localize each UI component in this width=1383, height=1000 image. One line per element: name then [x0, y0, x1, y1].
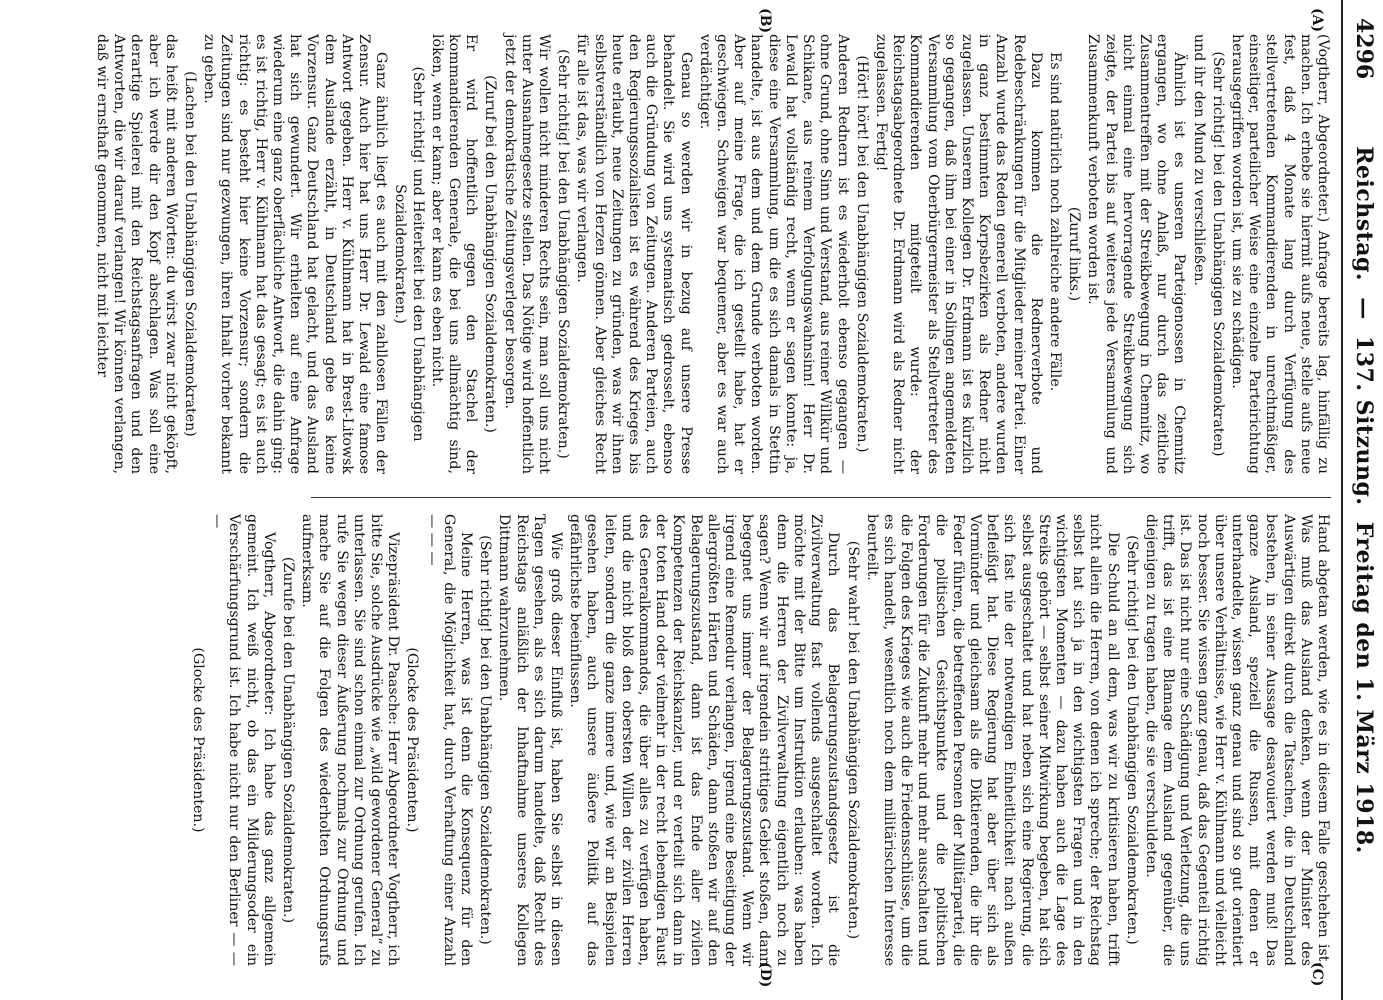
header-session: 137. Sitzung. — [1351, 335, 1377, 506]
paragraph: das heißt mit anderen Worten: du wirst zwar nicht geköpft, aber ich werde dir den Kopf abschlagen. Was soll eine derartige Spielerei mit den Reichstagsanfragen und den Antworten, die wir darauf verlangen! Wir können verlangen, daß wir ernsthaft genommen, nicht mit leichter — [93, 34, 179, 474]
paragraph: Dazu kommen die Rednerverbote und Redebeschränkungen für die Mitglieder meiner Partei. Einer Anzahl wurde das Reden generell verboten, andere wurden in ganz bestimmten Korpsbezirken als Redner nicht zugelassen. Unserem Kollegen Dr. Erdmann ist es kürzlich so gegangen, daß ihm bei einer in Solingen angemeldeten Versammlung vom Oberbürgermeister als Stellvertreter des Kommandierenden mitgeteilt wurde: der Reichstagsabgeordnete Dr. Erdmann wird als Redner nicht zugelassen. Fertig! — [872, 34, 1044, 474]
interjection: (Sehr richtig! bei den Unabhängigen Sozialdemokraten.) — [1123, 535, 1140, 945]
right-column — [190, 514, 1331, 966]
paragraph: Meine Herren, was ist denn die Konsequenz für den General, die Möglichkeit hat, durch Verhaftung einer Anzahl — — — — [423, 514, 475, 966]
interjection: (Sehr richtig! bei den Unabhängigen Sozialdemokraten.) — [555, 49, 572, 459]
margin-marker-c: (C) — [1309, 962, 1325, 987]
interjection: (Glocke des Präsidenten.) — [404, 647, 421, 833]
page-header — [1341, 0, 1383, 1000]
paragraph: Er wird hoffentlich gegen den Stachel der kommandierenden Generale, die bei uns allmächtig sind, löken, wenn er kann; aber er kann es eben nicht. — [428, 34, 480, 474]
paragraph: Vizepräsident Dr. Paasche: Herr Abgeordneter Vogtherr, ich bitte Sie, solche Ausdrücke wie „wild gewordener General“ zu unterlassen. Sie sind schon einmal zur Ordnung gerufen. Ich rufe Sie wegen dieser Äußerung nochmals zur Ordnung und mache Sie auf die Folgen des wiederholten Ordnungsrufs aufmerksam. — [299, 514, 402, 966]
interjection: (Zuruf links.) — [1066, 206, 1083, 302]
paragraph: (Vogtherr, Abgeordneter.) Anfrage bereits lag, hinfällig zu machen. Ich erhebe sie hiermit aufs neue, stelle aufs neue fest, daß 4 Monate lang durch Verfügung des stellvertretenden Kommandierenden in unrechtmäßiger, einseitiger, parteilicher Weise eine einzelne Parteirichtung herausgegriffen worden ist, um sie zu schädigen. — [1228, 34, 1331, 474]
paragraph: Wir wollen nicht minderen Rechts sein, man soll uns nicht unter Ausnahmegesetze stellen. Das Nötige wird hoffentlich jetzt der demokratische Zeitungsverleger besorgen. — [501, 34, 553, 474]
paragraph: Durch das Belagerungszustandsgesetz ist die Zivilverwaltung fast vollends ausgeschaltet worden. Ich möchte mit der Bitte um Instruktion erlauben: was haben denn die Herren der Zivilverwaltung eigentlich noch zu sagen? Wenn wir auf irgendein strittiges Gebiet stoßen, dann begegnet uns immer der Belagerungszustand. Wenn wir irgend eine Remedur verlangen, irgend eine Beseitigung der allergrößten Härten und Schäden, dann stoßen wir auf den Belagerungszustand, dann ist das Ende aller zivilen Kompetenzen der Reichskanzler, und er verteilt sich dann in der toten Hand oder vielmehr in der recht lebendigen Faust des Generalkommandos, die über alles zu verfügen haben, und die nicht bloß den obersten Willen der zivilen Herren leiten, sondern die ganze innere und, wie wir an Beispielen gesehen haben, auch unsere äußere Politik auf das gefährlichste beeinflussen. — [567, 514, 842, 966]
header-dash: — — [1351, 297, 1377, 320]
header-left-title: Reichstag. — [1351, 146, 1377, 282]
column-divider — [311, 497, 1331, 498]
paragraph: Ganz ähnlich liegt es auch mit den zahllosen Fällen der Zensur. Auch hier hat uns Herr Dr. Lewald eine famose Antwort gegeben. Herr v. Kühlmann hat in Brest-Litowsk dem Auslande erzählt, in Deutschland gebe es keine Vorzensur. Ganz Deutschland hat gelacht, und das Ausland hat sich gewundert. Wir erhielten auf eine Anfrage wiederum eine ganz oberflächliche Antwort, die dahin ging: es ist richtig, Herr v. Kühlmann hat das gesagt; es ist auch richtig: es besteht hier keine Vorzensur; sondern die Zeitungen sind nur gezwungen, ihren Inhalt vorher bekannt zu geben. — [201, 34, 390, 474]
interjection: (Zuruf bei den Unabhängigen Sozialdemokraten.) — [482, 75, 499, 433]
margin-marker-d: (D) — [757, 962, 773, 988]
interjection: (Sehr richtig! und Heiterkeit bei den Unabhängigen Sozialdemokraten.) — [392, 66, 426, 442]
margin-marker-a: (A) — [1309, 8, 1325, 33]
paragraph: Genau so werden wir in bezug auf unsere Presse behandelt. Sie wird uns systematisch gedrosselt, ebenso auch die Gründung von Zeitungen. Anderen Parteien, auch den Regierungssozialisten ist es während des Krieges bis heute erlaubt, neue Zeitungen zu gründen, was wir ihnen selbstverständlich von Herzen gönnen. Aber gleiches Recht für alle ist das, was wir verlangen. — [574, 34, 694, 474]
interjection: (Sehr richtig! bei den Unabhängigen Sozialdemokraten.) — [477, 535, 494, 945]
paragraph: Hand abgetan werden, wie es in diesem Falle geschehen ist. Was muß das Ausland denken, wenn der Minister des Auswärtigen direkt durch die Tatsachen, die in Deutschland bestehen, in seiner Aussage desavouiert werden muß! Das ganze Ausland, speziell die Russen, mit denen er unterhandelte, wissen ganz genau und sind so gut orientiert über unsere Verhältnisse, wie Herr v. Kühlmann und vielleicht noch besser. Sie wissen ganz genau, daß das Gegenteil richtig ist. Das ist nicht nur eine Schädigung und Verletzung, die uns trifft, das ist eine Blamage dem Ausland gegenüber, die diejenigen zu tragen haben, die sie verschuldeten. — [1142, 514, 1331, 966]
paragraph: Anderen Rednern ist es wiederholt ebenso gegangen — ohne Grund, ohne Sinn und Verstand, aus reiner Willkür und Schikane, aus reinem Verfolgungswahnsinn! Herr Dr. Lewald hat vollständig recht, wenn er sagen konnte: ja, diese eine Versammlung, um die es sich damals in Stettin handelte, ist aus dem und dem Grunde verboten worden. Aber auf meine Frage, die ich gestellt habe, hat er geschwiegen. Schweigen war bequemer, aber es war auch verdächtiger. — [696, 34, 851, 474]
paragraph: und ihr den Mund zu verschließen. — [1190, 34, 1207, 287]
paragraph: Die Schuld an all dem, was wir zu kritisieren haben, trifft nicht allein die Herren, von denen ich spreche; der Reichstag selbst hat sich ja in den wichtigsten Fragen und in den wichtigsten Momenten — dazu haben auch die Lage des Streiks gehört — selbst seiner Mitwirkung begeben, hat sich selbst ausgeschaltet und hat neben sich eine Regierung, die sich fast nie der notwendigen Einheitlichkeit nach außen befleißigt hat. Diese Regierung hat aber über sich als Vormünder und gleichsam als die Diktierenden, die ihr die Feder führen, die betreffenden Personen der Militärpartei, die die politischen Gesichtspunkte und die politischen Forderungen für die Zukunft mehr und mehr ausschalten und die Folgen des Krieges wie auch die Friedensschlüsse, um die es sich handelt, wesentlich noch dem militärischen Interesse beurteilt. — [863, 514, 1121, 966]
paragraph: Es sind natürlich noch zahlreiche andere Fälle. — [1046, 52, 1063, 392]
interjection: (Sehr wahr! bei den Unabhängigen Sozialdemokraten.) — [844, 540, 861, 940]
text-columns — [93, 10, 1331, 990]
interjection: (Hört! hört! bei den Unabhängigen Sozialdemokraten.) — [853, 55, 870, 453]
left-column — [93, 34, 1331, 474]
page-number: 4296 — [1351, 18, 1377, 80]
interjection: (Lachen bei den Unabhängigen Sozialdemokraten) — [182, 71, 198, 437]
paragraph: Ähnlich ist es unseren Parteigenossen in Chemnitz ergangen, wo ohne Anlaß, nur durch das zeitliche Zusammentreffen mit der Streikbewegung in Chemnitz, wo nicht einmal eine hervorragende Streikbewegung sich zeigte, der Partei bis auf weiteres jede Versammlung und Zusammenkunft verboten worden ist. — [1085, 34, 1188, 474]
header-date: Freitag den 1. März 1918. — [1351, 521, 1377, 854]
interjection: (Zurufe bei den Unabhängigen Sozialdemokraten.) — [280, 556, 297, 924]
interjection: (Glocke des Präsidenten.) — [190, 647, 206, 833]
running-title — [1351, 0, 1377, 1000]
paragraph: Vogtherr, Abgeordneter: Ich habe das ganz allgemein gemeint. Ich weiß nicht, ob das ein Milderungsoder ein Verschärfungsgrund ist. Ich habe nicht nur den Berliner — — — — [209, 514, 277, 966]
paragraph: Wie groß dieser Einfluß ist, haben Sie selbst in diesen Tagen gesehen, als es sich darum handelte, daß Recht des Reichstags anläßlich der Inhaftnahme unseres Kollegen Dittmann wahrzunehmen. — [496, 514, 565, 966]
margin-marker-b: (B) — [757, 8, 773, 34]
interjection: (Sehr richtig! bei den Unabhängigen Sozialdemokraten) — [1209, 51, 1226, 457]
